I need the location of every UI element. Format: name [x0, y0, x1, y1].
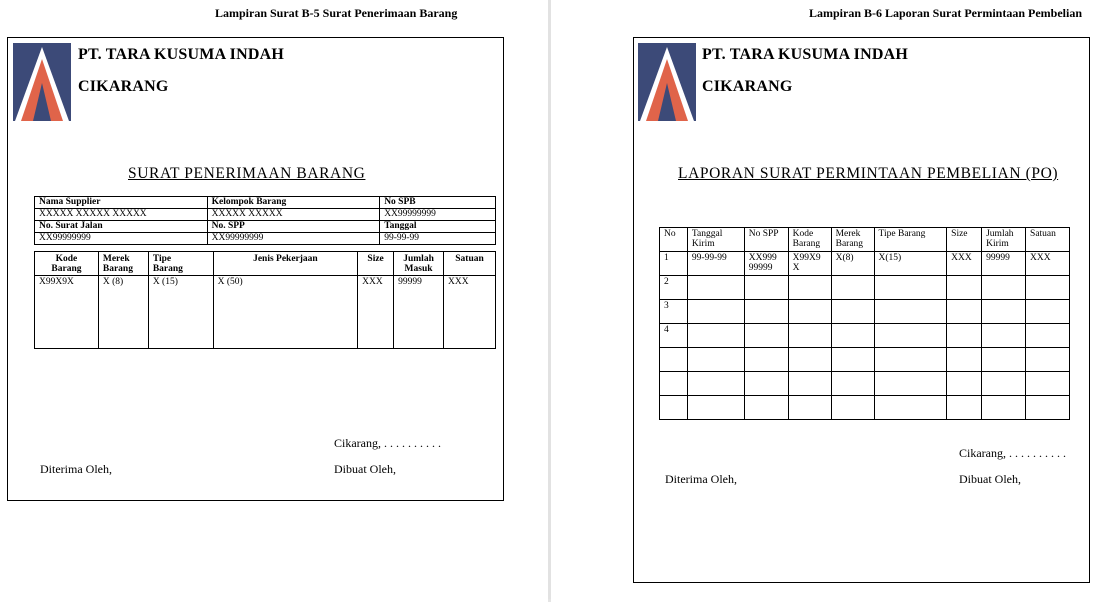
table-row [660, 276, 1070, 300]
kelompok-barang-value: XXXXX XXXXX [207, 209, 380, 221]
company-city: CIKARANG [702, 78, 793, 95]
header-tipe-barang: Tipe Barang [874, 228, 947, 252]
header-kode-barang: Kode Barang [35, 252, 99, 276]
header-size: Size [947, 228, 982, 252]
no-spb-label: No SPB [380, 197, 496, 209]
cell-kode-barang: X99X9 X [788, 252, 831, 276]
received-by: Diterima Oleh, [40, 462, 112, 476]
header-jenis-pekerjaan: Jenis Pekerjaan [213, 252, 357, 276]
header-tanggal-kirim: Tanggal Kirim [687, 228, 744, 252]
cell-no-spp: XX999 99999 [744, 252, 788, 276]
company-name: PT. TARA KUSUMA INDAH [78, 46, 284, 63]
company-name: PT. TARA KUSUMA INDAH [702, 46, 908, 63]
table-row [660, 300, 1070, 324]
table-row [660, 252, 1070, 276]
header-merek-barang: Merek Barang [98, 252, 148, 276]
form-frame [633, 37, 1090, 583]
no-spp-label: No. SPP [207, 221, 380, 233]
cell-jenis-pekerjaan: X (50) [213, 276, 357, 349]
created-by: Dibuat Oleh, [334, 462, 396, 476]
cell-no: 2 [660, 276, 688, 300]
company-logo-icon [638, 43, 696, 121]
cell-size: XXX [358, 276, 394, 349]
cell-jumlah-masuk: 99999 [394, 276, 444, 349]
document-title: SURAT PENERIMAAN BARANG [128, 165, 366, 182]
kelompok-barang-label: Kelompok Barang [207, 197, 380, 209]
company-logo-icon [13, 43, 71, 121]
table-row [660, 348, 1070, 372]
page-caption: Lampiran B-6 Laporan Surat Permintaan Pembelian [809, 6, 1083, 20]
header-satuan: Satuan [444, 252, 496, 276]
cell-no [660, 348, 688, 372]
created-by: Dibuat Oleh, [959, 472, 1021, 486]
tanggal-label: Tanggal [380, 221, 496, 233]
table-row [35, 276, 496, 349]
document-page-b6 [551, 0, 1100, 602]
header-jumlah-masuk: Jumlah Masuk [394, 252, 444, 276]
document-page-b5 [0, 0, 548, 602]
cell-merek-barang: X(8) [831, 252, 874, 276]
table-row [660, 324, 1070, 348]
received-by: Diterima Oleh, [665, 472, 737, 486]
header-kode-barang: Kode Barang [788, 228, 831, 252]
header-tipe-barang: Tipe Barang [148, 252, 213, 276]
header-size: Size [358, 252, 394, 276]
cell-satuan: XXX [1026, 252, 1070, 276]
no-surat-jalan-label: No. Surat Jalan [35, 221, 208, 233]
document-title: LAPORAN SURAT PERMINTAAN PEMBELIAN (PO) [678, 165, 1059, 182]
table-row [660, 372, 1070, 396]
no-surat-jalan-value: XX99999999 [35, 233, 208, 245]
cell-kode-barang: X99X9X [35, 276, 99, 349]
nama-supplier-label: Nama Supplier [35, 197, 208, 209]
table-row [660, 396, 1070, 420]
company-city: CIKARANG [78, 78, 169, 95]
header-merek-barang: Merek Barang [831, 228, 874, 252]
tanggal-value: 99-99-99 [380, 233, 496, 245]
cell-merek-barang: X (8) [98, 276, 148, 349]
no-spp-value: XX99999999 [207, 233, 380, 245]
cell-no [660, 396, 688, 420]
cell-tipe-barang: X(15) [874, 252, 947, 276]
cell-tipe-barang: X (15) [148, 276, 213, 349]
items-table [34, 251, 496, 349]
receipt-info-table [34, 196, 496, 245]
header-jumlah-kirim: Jumlah Kirim [982, 228, 1026, 252]
po-report-table [659, 227, 1070, 420]
cell-size: XXX [947, 252, 982, 276]
cell-tanggal-kirim: 99-99-99 [687, 252, 744, 276]
place-date: Cikarang, . . . . . . . . . . [334, 436, 441, 450]
page-caption: Lampiran Surat B-5 Surat Penerimaan Barang [215, 6, 458, 20]
cell-jumlah-kirim: 99999 [982, 252, 1026, 276]
cell-no: 1 [660, 252, 688, 276]
cell-no: 4 [660, 324, 688, 348]
cell-no: 3 [660, 300, 688, 324]
header-no: No [660, 228, 688, 252]
cell-no [660, 372, 688, 396]
nama-supplier-value: XXXXX XXXXX XXXXX [35, 209, 208, 221]
form-frame [7, 37, 504, 501]
header-no-spp: No SPP [744, 228, 788, 252]
place-date: Cikarang, . . . . . . . . . . [959, 446, 1066, 460]
cell-satuan: XXX [444, 276, 496, 349]
header-satuan: Satuan [1026, 228, 1070, 252]
no-spb-value: XX99999999 [380, 209, 496, 221]
